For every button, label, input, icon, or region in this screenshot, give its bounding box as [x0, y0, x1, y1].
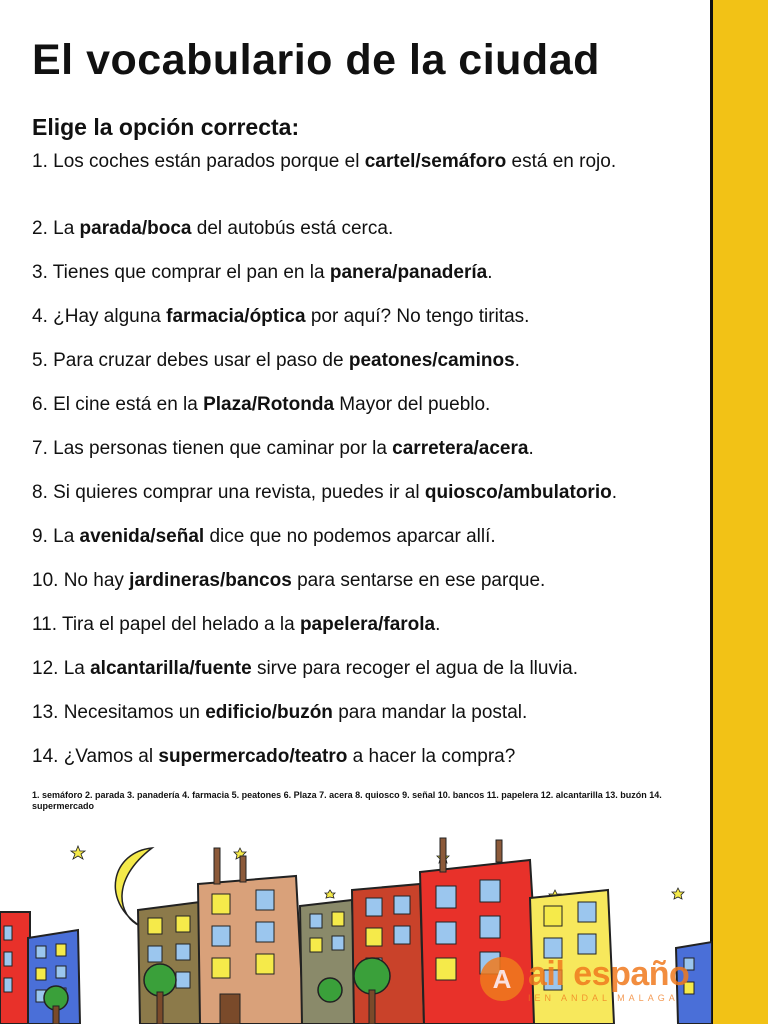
instructions-heading: Elige la opción correcta: — [32, 114, 300, 140]
question-list — [32, 150, 692, 789]
question-item: 2. La parada/boca del autobús está cerca. — [32, 218, 394, 239]
answer-key: 1. semáforo 2. parada 3. panadería 4. farmacia 5. peatones 6. Plaza 7. acera 8. quiosco 9. señal 10. bancos 11. papelera 12. alcantarilla 13. buzón 14. supermercado — [32, 790, 662, 811]
logo-tagline: IEN ANDAL MALAGA — [528, 993, 679, 1003]
page-title: El vocabulario de la ciudad — [32, 36, 600, 84]
question-item: 5. Para cruzar debes usar el paso de peatones/caminos. — [32, 350, 520, 371]
grey-building — [300, 900, 356, 1024]
red-building-left — [0, 912, 30, 1024]
question-item: 8. Si quieres comprar una revista, puedes ir al quiosco/ambulatorio. — [32, 482, 617, 503]
yellow-side-bar — [710, 0, 768, 1024]
logo-mark-icon: A — [480, 957, 524, 1001]
question-item: 7. Las personas tienen que caminar por la carretera/acera. — [32, 438, 534, 459]
school-logo — [480, 955, 700, 1003]
question-item: 14. ¿Vamos al supermercado/teatro a hacer la compra? — [32, 746, 516, 767]
question-item: 3. Tienes que comprar el pan en la panera/panadería. — [32, 262, 493, 283]
question-item: 12. La alcantarilla/fuente sirve para recoger el agua de la lluvia. — [32, 658, 579, 679]
question-item: 10. No hay jardineras/bancos para sentarse en ese parque. — [32, 570, 546, 591]
question-item: 6. El cine está en la Plaza/Rotonda Mayor del pueblo. — [32, 394, 491, 415]
brown-red-building — [352, 884, 424, 1024]
question-item: 4. ¿Hay alguna farmacia/óptica por aquí? No tengo tiritas. — [32, 306, 530, 327]
question-item: 9. La avenida/señal dice que no podemos aparcar allí. — [32, 526, 496, 547]
question-item: 13. Necesitamos un edificio/buzón para mandar la postal. — [32, 702, 528, 723]
tan-building — [198, 848, 304, 1024]
question-item: 11. Tira el papel del helado a la papelera/farola. — [32, 614, 441, 635]
question-item: 1. Los coches están parados porque el cartel/semáforo está en rojo. — [32, 151, 617, 172]
olive-building — [138, 902, 204, 1024]
logo-name: ail españo — [528, 955, 690, 993]
